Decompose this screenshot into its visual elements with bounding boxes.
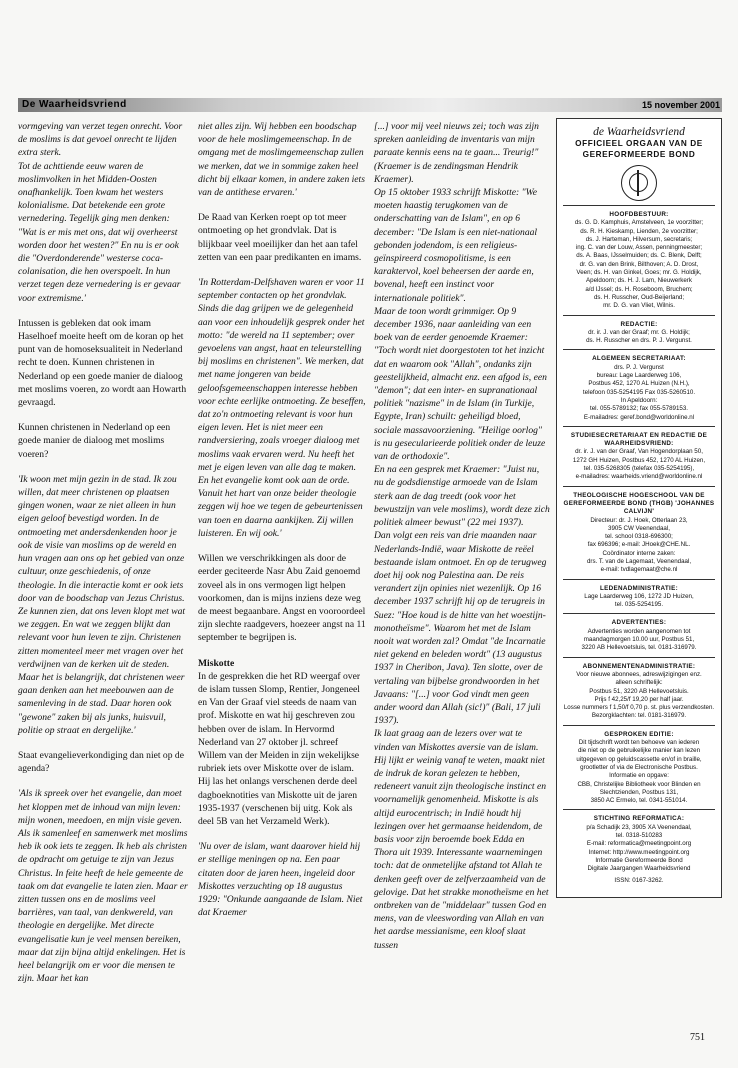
colophon-text: Advertenties worden aangenomen tot maandagmorgen 10.00 uur, Postbus 51, 3220 AB Hellevoetsluis, tel. 0181-316979. [581, 627, 697, 652]
colophon-heading: HOOFDBESTUUR: [609, 211, 669, 218]
colophon-text: dr. ir. J. van der Graaf, Van Hogendorplaan 50, 1272 GH Huizen, Postbus 452, 1270 AL Huizen, tel. 035-5268305 (telefax 035-5254195), e-mailadres: waarheids.vriend@worldonline.nl [572, 448, 706, 481]
colophon-heading: ALGEMEEN SECRETARIAAT: [592, 355, 686, 363]
paragraph: De Raad van Kerken roept op tot meer ontmoeting op het grondvlak. Dat is blijkbaar veel moeilijker dan het aan tafel zetten van een paar predikanten en imams. [198, 212, 362, 263]
colophon-text: ds. G. D. Kamphuis, Amstelveen, 1e voorzitter; ds. R. H. Kieskamp, Lienden, 2e voorzitter; ds. J. Harteman, Hilversum, secretaris; ing. C. van der Louw, Assen, penningmeester; ds. A. Baas, IJsselmuiden; ds. C. Blenk, Delft; dr. G. van den Brink, Bilthoven; A. D. Drost, Veen; ds. H. van Ginkel, Goes; mr. G. Holdijk, Apeldoorn; ds. H. J. Lam, Nieuwerkerk a/d IJssel; ds. H. Roseboom, Bruchem; ds. H. Russcher, Oud-Beijerland; mr. D. G. van Vliet, Wilnis. [574, 219, 704, 310]
colophon-heading: LEDENADMINISTRATIE: [600, 584, 678, 592]
colophon-text: Lage Laarderweg 106, 1272 JD Huizen, tel. 035-5254195. [584, 592, 694, 609]
column-3 [374, 120, 550, 964]
colophon-title: de Waarheidsvriend [593, 126, 685, 138]
paragraph: In de gesprekken die het RD weergaf over de islam tussen Slomp, Rentier, Jongeneel en Van der Graaf viel steeds de naam van prof. Miskotte en wat hij geschreven zou hebben over de islam. In Hervormd Nederland van 27 oktober jl. schreef Willem van der Meiden in zijn wekelijkse rubriek iets over Miskotte over de islam. Hij las het onlangs verschenen derde deel dagboeknotities van Miskotte uit de jaren 1935-1937 (verschenen bij uitg. Kok als deel 5B van het Verzameld Werk). [198, 670, 361, 827]
colophon-heading: STICHTING REFORMATICA: [593, 815, 685, 823]
paragraph: vormgeving van verzet tegen onrecht. Voor de moslims is dat gevoel onrecht te lijden extra sterk. Tot de achttiende eeuw waren de moslimvolken in het Midden-Oosten onafhankelijk. Toen kwam het westers kolonialisme. Dat betekende een grote vernedering. Tegelijk ging men denken: "Wat is er mis met ons, dat wij overheerst worden door het westen?" En nu is er ook die "Overdonderende" westerse coca-colanisation, die hen overspoelt. In hun verzet tegen deze vernedering is er gevaar voor extremisme.' [18, 121, 183, 304]
colophon-heading: STUDIESECRETARIAAT EN REDACTIE DE WAARHEIDSVRIEND: [570, 431, 708, 448]
paragraph: Staat evangelieverkondiging dan niet op de agenda? [18, 749, 184, 775]
divider [563, 349, 715, 350]
column-1 [18, 120, 190, 997]
magazine-title: De Waarheidsvriend [22, 99, 127, 110]
colophon-text: p/a Schadijk 23, 3905 XA Veenendaal, tel. 0318-510283 E-mail: reformatica@meetingpoint.org Internet: http://www.meetingpoint.org Informatie Gereformeerde Bond Digitale Jaargangen Waarheidsvriend [586, 823, 692, 873]
section-heading: Miskotte [198, 657, 235, 669]
divider [563, 613, 715, 614]
divider [563, 725, 715, 726]
colophon-box [556, 118, 722, 898]
divider [563, 809, 715, 810]
paragraph: Intussen is gebleken dat ook imam Haselhoef moeite heeft om de koran op het punt van de homoseksualiteit in Nederland recht te doen. Kunnen christenen in Nederland op een goede manier de dialoog met moslims voeren, zo wordt aan Howarth gevraagd. [18, 317, 187, 409]
colophon-sections [561, 211, 717, 873]
divider [563, 486, 715, 487]
colophon-heading: ABONNEMENTENADMINISTRATIE: [582, 662, 696, 670]
paragraph: 'Ik woon met mijn gezin in de stad. Ik zou willen, dat meer christenen op plaatsen gingen wonen, waar ze niet alleen in hun eigen geloof bevestigd worden. In de ontmoeting met andersdenkenden hoor je ook de visie van moslims op de wereld en hun vragen aan ons op het gebied van onze cultuur, onze geschiedenis, of onze theologie. In die interactie komt er ook iets door van de boodschap van Jezus Christus. Ze kunnen zien, dat ons leven klopt met wat we zeggen. En wat we zeggen blijkt dan relevant voor hun leven te zijn. Christenen zitten momenteel meer met vragen over het verdwijnen van de kerken uit de steden. Maar het is belangrijk, dat christenen weer gaan denken aan het meebouwen aan de samenleving in de stad. Daar horen ook "gewone" zaken bij als junks, huisvuil, politie op straat en dergelijke.' [18, 473, 186, 736]
colophon-heading: ADVERTENTIES: [611, 619, 667, 627]
colophon-heading: REDACTIE: [620, 320, 658, 328]
colophon-text: dr. ir. J. van der Graaf; mr. G. Holdijk; ds. H. Russcher en drs. P. J. Vergunst. [586, 328, 692, 345]
paragraph: [...] voor mij veel nieuws zei; toch was zijn spreken aanleiding de inventaris van mijn paraate kennis eens na te gaan... Treurig!" (Kraemer is de zendingsman Hendrik Kraemer). Op 15 oktober 1933 schrijft Miskotte: "We moeten haastig terugkomen van de onderschatting van de Islam", en op 6 december: "De Islam is een niet-nationaal gebonden jodendom, is een religieus-geïnspireerd cosmopolitisme, is een karaktervol, koel beheersen der aarde en, bovenal, heeft een instinct voor internationale politiek". Maar de toon wordt grimmiger. Op 9 december 1936, naar aanleiding van een boek van de eerder genoemde Kraemer: "Toch wordt niet doorgestoten tot het inzicht dat en waarom ook "Allah", ondanks zijn geestelijkheid, almacht enz. een afgod is, een "demon"; dat een inter- en supranationaal politiek "nazisme" in de Islam (in Turkije, Egypte, Iran) schuilt: geheiligd bloed, sociale massavoorziening. "Heilige oorlog" is nu gesecularieerde politiek onder de leuze van de orthodoxie". En na een gesprek met Kraemer: "Juist nu, nu de godsdienstige armoede van de Islam sterk aan de dag treedt (ook voor het bewustzijn van vele moslims), wordt deze zich politiek almeer bewust" (22 mei 1937). Dan volgt een reis van drie maanden naar Nederlands-Indië, waar Miskotte de reëel bestaande islam ontmoet. En op de terugweg doet hij ook nog Palestina aan. De reis verandert zijn opinies niet wezenlijk. Op 16 december 1937 schrijft hij op de terugreis in Suez: "Hoe koud is de hitte van het woestijn-monotheïsme". Waarom het met de Islam nooit wat worden zal? Omdat "de Incarnatie niet gekend en beleden wordt" (13 augustus 1937 in Cheribon, Java). Ten slotte, over de vertaling van bijbelse grondwoorden in het Javaans: "[...] voor God vindt men geen ander woord dan Allah (sic!)" (Bali, 17 juli 1937). Ik laat graag aan de lezers over wat te vinden van Miskottes aversie van de islam. Hij lijkt er weinig vanaf te weten, maakt niet de indruk de koran gelezen te hebben, redeneert vanuit zijn theologische instinct en voornamelijk genomenheid. Miskotte is als altijd eurocentrisch; in Indië houdt hij lezingen over het germaanse heidendom, de basis voor zijn beroemde boek Edda en Thora uit 1939. Interessante waarnemingen toch: dat de onmetelijke afstand tot Allah te denken geeft over de zelfverzaamheid van de gelovige. Dat het strakke monotheïsme en het ontbreken van de "middelaar" tussen God en mens, van de vleeswording van Allah en van het aardse messianisme, een kloof slaat tussen [374, 121, 550, 951]
gereformeerde-bond-logo-icon [621, 165, 657, 201]
colophon-text: drs. P. J. Vergunst bureau: Lage Laarderweg 106, Postbus 452, 1270 AL Huizen (N.H.), telefoon 035-5254195 Fax 035-5260510. In Apeldoorn: tel. 055-5789132; fax 055-5789153. E-mailadres: geref.bond@worldonline.nl [582, 363, 696, 421]
colophon-text: Directeur: dr. J. Hoek, Otterlaan 23, 3905 CW Veenendaal, tel. school 0318-696300; fax 696396; e-mail: JHoek@CHE.NL. Coördinator interne zaken: drs. T. van de Lagemaat, Veenendaal, e-mail: tvdlagemaat@che.nl [586, 516, 692, 574]
colophon-text: Dit tijdschrift wordt ten behoeve van iederen die niet op de gebruikelijke manier kan lezen uitgegeven op geluidscassette en/of in braille, grootletter of via de Electronische Postbus. Informatie en opgave: CBB, Christelijke Bibliotheek voor Blinden en Slechtzienden, Postbus 131, 3850 AC Ermelo, tel. 0341-551014. [576, 739, 702, 805]
colophon-text: Voor nieuwe abonnees, adreswijzigingen enz. alleen schriftelijk: Postbus 51, 3220 AB Hellevoetsluis. Prijs f 42,25/f 19,20 per half jaar. Losse nummers f 1,50/f 0,70 p. st. plus verzendkosten. Bezorgklachten: tel. 0181-316979. [563, 670, 715, 720]
divider [563, 315, 715, 316]
colophon-heading: GESPROKEN EDITIE: [604, 730, 674, 738]
page-number: 751 [690, 1032, 705, 1043]
column-2 [198, 120, 366, 931]
paragraph: Kunnen christenen in Nederland op een goede manier de dialoog met moslims voeren? [18, 422, 171, 460]
paragraph: Willen we verschrikkingen als door de eerder geciteerde Nasr Abu Zaid genoemd zoveel als in ons vermogen ligt helpen voorkomen, dan is mijns inziens deze weg de meest begaanbare. Angst en vooroordeel zijn slechte raadgevers, hoezeer angst na 11 september te begrijpen is. [198, 553, 366, 644]
colophon-subtitle: OFFICIEEL ORGAAN VAN DE GEREFORMEERDE BOND [575, 139, 703, 159]
paragraph: 'Nu over de islam, want daarover hield hij er stellige meningen op na. Een paar citaten door de jaren heen, ingeleid door Miskottes verzuchting op 18 augustus 1929: "Onkunde aangaande de Islam. Niet dat Kraemer [198, 841, 363, 919]
divider [563, 205, 715, 206]
divider [563, 657, 715, 658]
issue-date: 15 november 2001 [641, 100, 720, 110]
divider [563, 579, 715, 580]
colophon-heading: THEOLOGISCHE HOGESCHOOL VAN DE GEREFORMEERDE BOND (THGB) 'JOHANNES CALVIJN' [563, 491, 715, 516]
paragraph: 'Als ik spreek over het evangelie, dan moet het kloppen met de inhoud van mijn leven: mijn wonen, meedoen, en mijn visie geven. Als ik samenleef en samenwerk met moslims heb ik ook iets te zeggen. Ik heb als christen de opdracht om getuige te zijn van Jezus Christus. In feite heeft de hele gemeente de taak om dat evangelie te laten zien. Maar er zitten tussen ons en de moslims veel barrières, van taal, van denkwereld, van theologie en dergelijke. Met directe evangelisatie kun je veel mensen bereiken, maar dat zijn bijna altijd enkelingen. Het is heel belangrijk om er voor die mensen te zijn. Maar het kan [18, 788, 188, 985]
divider [563, 426, 715, 427]
paragraph: 'In Rotterdam-Delfshaven waren er voor 11 september contacten op het grondvlak. Sinds die dag grijpen we de gelegenheid aan voor een inhoudelijk gesprek onder het motto: "de wereld na 11 september; over gevoelens van angst, haat en teleurstelling bij moslims en christenen". We merken, dat met name jongeren van beide geloofsgemeenschappen interesse hebben voor echte eerlijke ontmoeting. Ze beseffen, dat zo'n ontmoeting relevant is voor hun eigen leven. Het is niet meer een randversiering, zoals vroeger dialoog met moslims vaak ervaren werd. Nu heeft het met je eigen leven van alle dag te maken. En het evangelie komt ook aan de orde. Vanuit het hart van onze beider theologie zeggen wij hoe we tegen de gebeurtenissen van toen en daarna aankijken. Zij willen luisteren. En wij ook.' [198, 277, 366, 539]
issn: ISSN: 0167-3262. [614, 877, 664, 885]
paragraph: niet alles zijn. Wij hebben een boodschap voor de hele moslimgemeenschap. In de omgang met de moslimgemeenschap zullen we merken, dat we in sommige zaken heel dicht bij elkaar komen, in andere zaken iets van de antithese ervaren.' [198, 121, 365, 199]
